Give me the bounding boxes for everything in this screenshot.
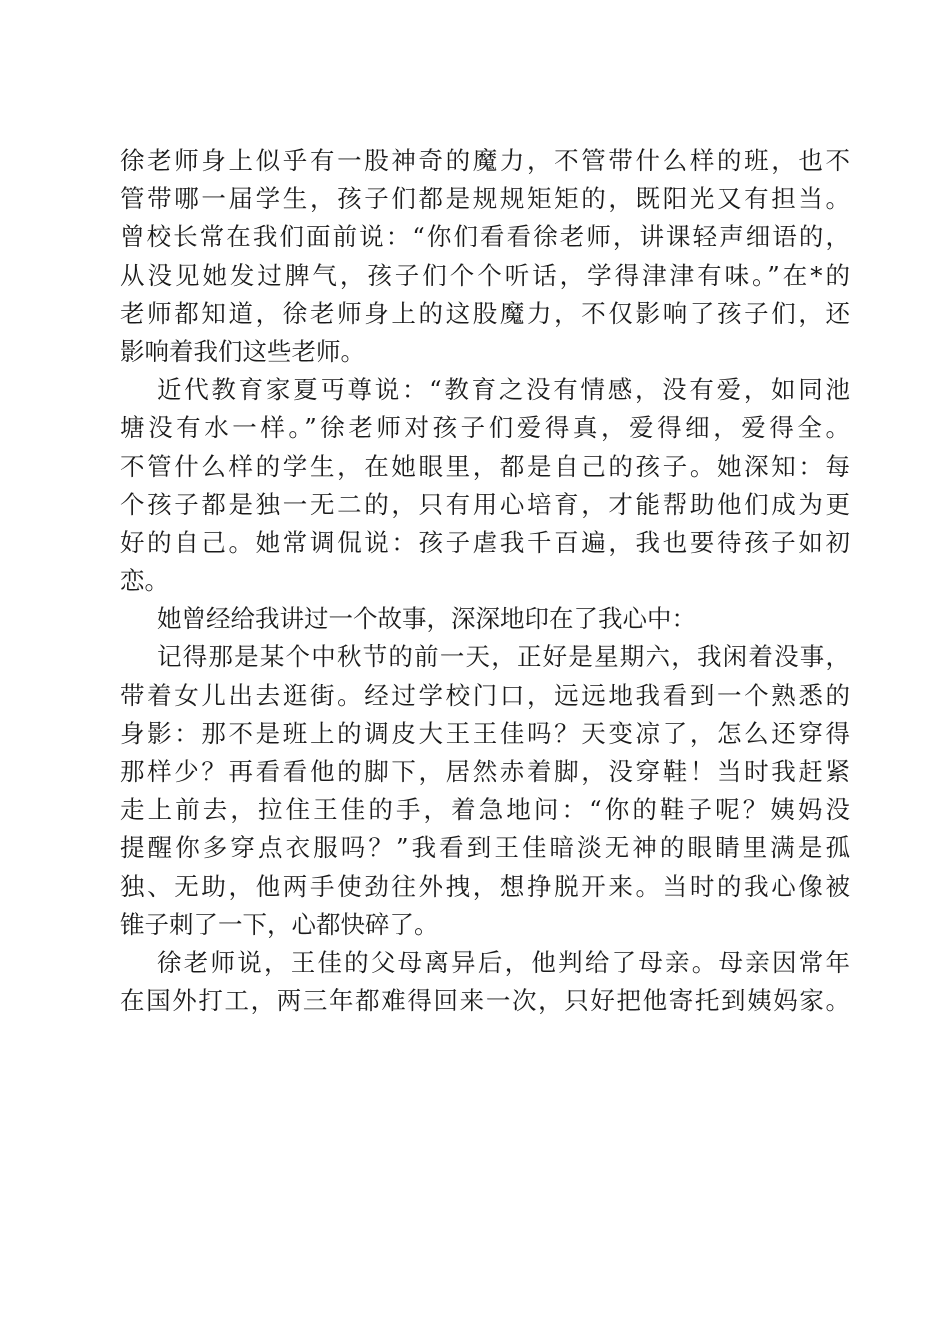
text-line: 近代教育家夏丏尊说：“教育之没有情感，没有爱，如同池 (157, 375, 850, 405)
text-line: 那样少？再看看他的脚下，居然赤着脚，没穿鞋！当时我赶紧 (120, 757, 850, 786)
text-line: 从没见她发过脾气，孩子们个个听话，学得津津有味。”在*的 (120, 260, 850, 290)
text-line: 徐老师身上似乎有一股神奇的魔力，不管带什么样的班，也不 (120, 146, 850, 175)
text-line: 老师都知道，徐老师身上的这股魔力，不仅影响了孩子们，还 (120, 298, 850, 328)
text-line: 她曾经给我讲过一个故事，深深地印在了我心中： (157, 604, 696, 634)
text-line: 恋。 (120, 566, 169, 596)
document-body (120, 142, 850, 1020)
text-line: 管带哪一届学生，孩子们都是规规矩矩的，既阳光又有担当。 (120, 184, 850, 214)
text-line: 带着女儿出去逛街。经过学校门口，远远地我看到一个熟悉的 (120, 680, 850, 710)
text-line: 曾校长常在我们面前说：“你们看看徐老师，讲课轻声细语的， (120, 222, 850, 252)
text-line: 记得那是某个中秋节的前一天，正好是星期六，我闲着没事， (157, 642, 850, 672)
text-line: 锥子刺了一下，心都快碎了。 (120, 909, 439, 939)
text-line: 徐老师说，王佳的父母离异后，他判给了母亲。母亲因常年 (157, 947, 850, 977)
text-line: 独、无助，他两手使劲往外拽，想挣脱开来。当时的我心像被 (120, 871, 850, 901)
text-line: 身影：那不是班上的调皮大王王佳吗？天变凉了，怎么还穿得 (120, 718, 850, 748)
text-line: 不管什么样的学生，在她眼里，都是自己的孩子。她深知：每 (120, 451, 850, 481)
text-line: 个孩子都是独一无二的，只有用心培育，才能帮助他们成为更 (120, 489, 850, 519)
text-line: 好的自己。她常调侃说：孩子虐我千百遍，我也要待孩子如初 (120, 527, 850, 557)
text-line: 在国外打工，两三年都难得回来一次，只好把他寄托到姨妈家。 (120, 986, 850, 1016)
text-line: 提醒你多穿点衣服吗？”我看到王佳暗淡无神的眼睛里满是孤 (120, 833, 850, 863)
text-line: 影响着我们这些老师。 (120, 336, 365, 366)
text-line: 走上前去，拉住王佳的手，着急地问：“你的鞋子呢？姨妈没 (120, 795, 850, 825)
text-line: 塘没有水一样。”徐老师对孩子们爱得真，爱得细，爱得全。 (120, 413, 850, 443)
